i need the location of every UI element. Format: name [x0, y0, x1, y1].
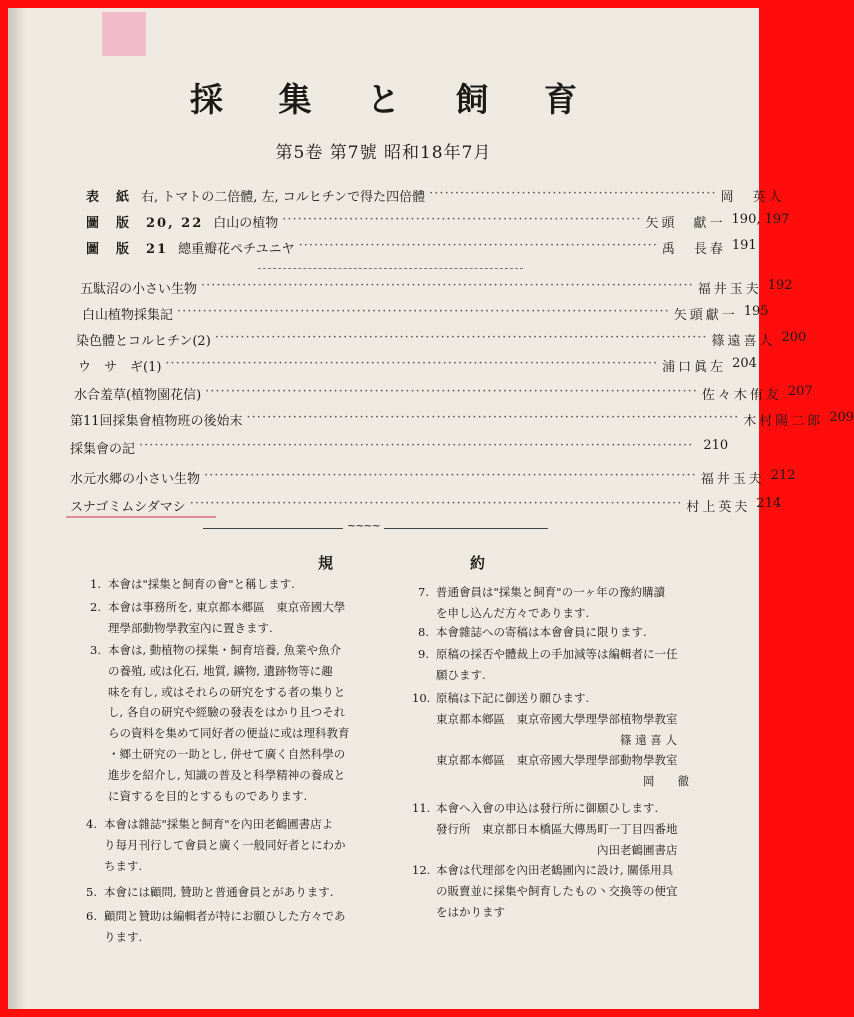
toc-entry — [76, 330, 807, 349]
leader-dots: ································································································ — [214, 330, 708, 345]
rule-number: 2. — [90, 600, 101, 614]
toc-title: 白山植物採集記 — [82, 308, 174, 323]
toc-page: 212 — [770, 468, 796, 483]
toc-author: 篠遠喜人 — [711, 334, 776, 349]
front-label: 圖 版 20, 22 — [86, 216, 204, 231]
leader-dots: ······································································ — [298, 238, 658, 253]
toc-title: スナゴミムシダマシ — [70, 500, 186, 515]
rule-number: 7. — [418, 585, 429, 599]
rule-number: 8. — [418, 625, 429, 639]
rule-text: 本會は"採集と飼育の會"と稱します. — [108, 577, 295, 591]
front-author: 矢頭 獻一 — [645, 216, 726, 231]
rules-heading-left: 規 — [318, 554, 334, 572]
toc-author: 矢頭獻一 — [673, 308, 738, 323]
rule-item — [90, 574, 295, 595]
leader-dots: ································································································ — [246, 410, 740, 425]
toc-title: 水合羞草(植物園花信) — [74, 388, 202, 403]
front-page: 191 — [731, 238, 757, 253]
rule-text: 顧問と贊助は編輯者が特にお願ひした方々であ ります. — [104, 909, 346, 944]
leader-dots: ············································································································ — [139, 438, 694, 453]
toc-title: 採集會の記 — [70, 442, 136, 457]
rule-text: 原稿は下記に御送り願ひます. 東京都本鄉區 東京帝國大學理學部植物學教室 篠 遠 喜 人 東京都本鄉區 東京帝國大學理學部動物學教室 岡 徹 — [436, 691, 689, 789]
rule-number: 9. — [418, 647, 429, 661]
toc-author: 佐々木侑友 — [701, 388, 782, 403]
ornamental-divider — [203, 528, 548, 529]
rule-number: 11. — [412, 801, 431, 815]
front-label: 表 紙 — [86, 190, 132, 205]
toc-author: 福井玉夫 — [697, 282, 762, 297]
leader-dots: ································································································ — [189, 496, 683, 511]
rule-text: 本會は事務所を, 東京都本郷區 東京帝國大學 理學部動物學教室內に置きます. — [108, 600, 346, 635]
toc-page: 195 — [743, 304, 769, 319]
front-matter-row — [86, 186, 785, 205]
toc-page: 214 — [756, 496, 782, 511]
rule-text: 本會は, 動植物の採集・飼育培養, 魚業や魚介 の養殖, 或は化石, 地質, 鑛物, 遺跡物等に趣 味を有し, 或はそれらの研究をする者の集りと し, 各自の研究や經驗の發表をはかり且つそれ らの資料を集めて同好者の便益に或は理科教育 ・鄉土研究の一助とし, 併せて廣く自然科學の 進步を紹介し, 知識の普及と科學精神の養成と に資するを目的とするものであります. — [108, 643, 350, 803]
front-author: 岡 英人 — [720, 190, 785, 205]
toc-entry — [70, 410, 854, 429]
front-text: 白山の植物 — [213, 216, 279, 231]
toc-page: 192 — [767, 278, 793, 293]
rule-number: 10. — [412, 691, 431, 705]
rule-number: 12. — [412, 863, 431, 877]
rule-number: 5. — [86, 885, 97, 899]
issue-line: 第5卷 第7號 昭和18年7月 — [275, 143, 492, 163]
toc-entry — [82, 304, 769, 323]
rules-heading-right: 約 — [470, 554, 486, 572]
toc-page: 207 — [787, 384, 813, 399]
front-matter-row — [86, 238, 757, 257]
toc-author: 浦口眞左 — [662, 360, 727, 375]
toc-title: 染色體とコルヒチン(2) — [76, 334, 211, 349]
rule-item — [90, 597, 345, 639]
toc-author: 木村陽二郎 — [743, 414, 824, 429]
rule-text: 原稿の採否や體裁上の手加減等は編輯者に一任 願ひます. — [436, 647, 678, 682]
leader-dots: ······································································ — [282, 212, 642, 227]
toc-entry — [80, 278, 793, 297]
toc-page: 210 — [703, 438, 729, 453]
rule-item — [90, 640, 350, 806]
leader-dots: ································································································ — [165, 356, 659, 371]
toc-title: 五駄沼の小さい生物 — [80, 282, 198, 297]
toc-entry — [70, 496, 782, 515]
rule-number: 6. — [86, 909, 97, 923]
leader-dots: ································································································ — [204, 468, 697, 483]
rule-item — [86, 906, 346, 948]
rule-text: 本會は雜誌"採集と飼育"を內田老鶴圃書店よ り每月刊行して會員と廣く一般同好者とにわか ちます. — [104, 817, 346, 873]
rule-item — [86, 814, 346, 876]
front-text: 右, トマトの二倍體, 左, コルヒチンで得た四倍體 — [141, 190, 426, 205]
toc-entry — [78, 356, 757, 375]
rule-number: 1. — [90, 577, 101, 591]
toc-title: 第11回採集會植物班の後始末 — [70, 414, 243, 429]
rule-text: 本會には顧問, 贊助と普通會員とがあります. — [104, 885, 334, 899]
front-page: 190, 197 — [731, 212, 790, 227]
pink-underline-mark — [66, 516, 216, 518]
journal-title: 採 集 と 飼 育 — [190, 80, 599, 119]
front-matter-row — [86, 212, 790, 231]
toc-author: 福井玉夫 — [700, 472, 765, 487]
rule-item — [412, 860, 678, 922]
rule-item — [418, 582, 665, 624]
toc-title: ウ サ ギ(1) — [78, 360, 162, 375]
toc-title: 水元水郷の小さい生物 — [70, 472, 201, 487]
front-author: 禹 長春 — [661, 242, 726, 257]
rule-item — [412, 688, 689, 792]
toc-page: 209 — [829, 410, 854, 425]
pink-tab-marker — [102, 12, 146, 56]
toc-entry — [70, 438, 729, 457]
toc-entry — [70, 468, 796, 487]
toc-entry — [74, 384, 813, 403]
rule-text: 本會は代理部を內田老鶴圃內に設け, 關係用具 の販賣並に採集や飼育したもの丶交換等の便宜 をはかります — [436, 863, 678, 919]
rule-text: 普通會員は"採集と飼育"の一ヶ年の豫約購讀 を申し込んだ方々であります. — [436, 585, 666, 620]
rule-number: 3. — [90, 643, 101, 657]
toc-author: 村上英夫 — [686, 500, 751, 515]
front-label: 圖 版 21 — [86, 242, 169, 257]
divider — [258, 268, 523, 269]
rule-number: 4. — [86, 817, 97, 831]
rule-text: 本會雜誌への寄稿は本會會員に限ります. — [436, 625, 647, 639]
rule-item — [418, 622, 647, 643]
front-text: 總重瓣花ペチユニヤ — [178, 242, 295, 257]
page — [8, 8, 854, 1009]
rule-item — [412, 798, 678, 860]
toc-page: 204 — [732, 356, 757, 371]
leader-dots: ································································································ — [177, 304, 670, 319]
toc-page: 200 — [781, 330, 807, 345]
leader-dots: ································································································ — [205, 384, 698, 399]
rule-item — [86, 882, 333, 903]
leader-dots: ························································ — [429, 186, 717, 201]
leader-dots: ································································································ — [201, 278, 694, 293]
rule-text: 本會へ入會の申込は發行所に御願ひします. 發行所 東京都日本橋區大傳馬町一丁目四番地 內田老鶴圃書店 — [436, 801, 678, 857]
rule-item — [418, 644, 678, 686]
